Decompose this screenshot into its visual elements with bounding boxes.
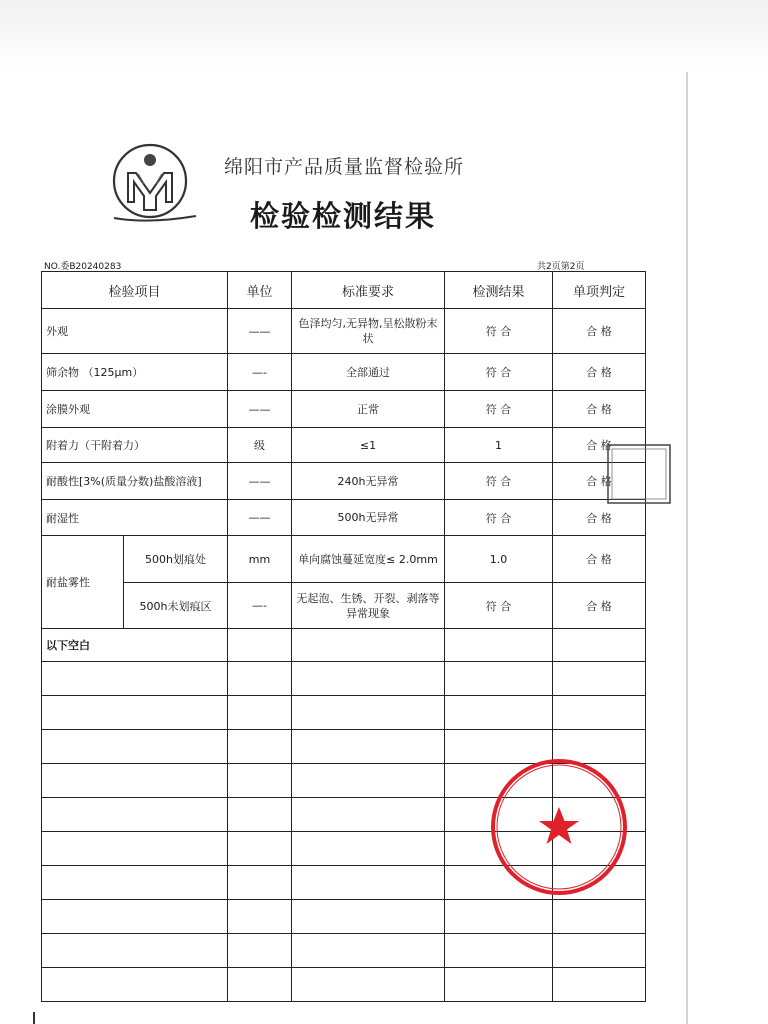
cell-unit: ——	[228, 309, 292, 354]
cell-result: 1.0	[445, 536, 553, 583]
page-edge-line	[686, 72, 688, 1024]
cell-result: 符 合	[445, 583, 553, 629]
col-header-requirement: 标准要求	[292, 272, 445, 309]
document-header	[108, 138, 568, 238]
cell-verdict: 合 格	[553, 309, 646, 354]
table-header-row	[42, 272, 646, 309]
empty-cell	[292, 629, 445, 662]
company-quality-seal-icon	[489, 757, 629, 897]
cell-requirement: 无起泡、生锈、开裂、剥落等异常现象	[292, 583, 445, 629]
empty-cell	[42, 900, 228, 934]
empty-cell	[292, 968, 445, 1002]
table-row-empty	[42, 934, 646, 968]
cell-result: 符 合	[445, 354, 553, 391]
empty-cell	[42, 934, 228, 968]
cell-requirement: 正常	[292, 391, 445, 428]
cell-verdict: 合 格	[553, 583, 646, 629]
table-row	[42, 354, 646, 391]
cell-item: 耐酸性[3%(质量分数)盐酸溶液]	[42, 463, 228, 500]
empty-cell	[228, 629, 292, 662]
empty-cell	[553, 629, 646, 662]
empty-cell	[228, 968, 292, 1002]
cell-unit: 级	[228, 428, 292, 463]
cell-group-salt-spray: 耐盐雾性	[42, 536, 124, 629]
empty-cell	[228, 798, 292, 832]
empty-cell	[42, 764, 228, 798]
cell-unit: ——	[228, 391, 292, 428]
table-row	[42, 536, 646, 583]
empty-cell	[553, 900, 646, 934]
empty-cell	[292, 900, 445, 934]
table-row-empty	[42, 696, 646, 730]
empty-cell	[445, 900, 553, 934]
empty-cell	[553, 696, 646, 730]
empty-cell	[42, 968, 228, 1002]
empty-cell	[292, 798, 445, 832]
table-row-empty	[42, 662, 646, 696]
table-row	[42, 428, 646, 463]
cell-requirement: 500h无异常	[292, 500, 445, 536]
table-row-blank-note	[42, 629, 646, 662]
col-header-result: 检测结果	[445, 272, 553, 309]
col-header-item: 检验项目	[42, 272, 228, 309]
cell-unit: ——	[228, 500, 292, 536]
empty-cell	[228, 730, 292, 764]
empty-cell	[228, 866, 292, 900]
table-row-empty	[42, 968, 646, 1002]
empty-cell	[228, 832, 292, 866]
empty-cell	[292, 730, 445, 764]
cell-verdict: 合 格	[553, 354, 646, 391]
empty-cell	[42, 696, 228, 730]
report-number: NO.委B20240283	[44, 262, 122, 272]
col-header-verdict: 单项判定	[553, 272, 646, 309]
empty-cell	[292, 662, 445, 696]
institute-name: 绵阳市产品质量监督检验所	[224, 156, 465, 178]
empty-cell	[445, 934, 553, 968]
empty-cell	[553, 934, 646, 968]
empty-cell	[445, 696, 553, 730]
empty-cell	[292, 866, 445, 900]
cell-result: 1	[445, 428, 553, 463]
empty-cell	[42, 662, 228, 696]
table-row	[42, 309, 646, 354]
table-row	[42, 463, 646, 500]
cell-requirement: 色泽均匀,无异物,呈松散粉末状	[292, 309, 445, 354]
cell-sub-item: 500h未划痕区	[124, 583, 228, 629]
cell-requirement: 单向腐蚀蔓延宽度≤ 2.0mm	[292, 536, 445, 583]
table-row-empty	[42, 900, 646, 934]
table-row	[42, 391, 646, 428]
cell-item: 筛余物 （125μm）	[42, 354, 228, 391]
empty-cell	[42, 866, 228, 900]
empty-cell	[553, 662, 646, 696]
cell-item: 附着力（干附着力）	[42, 428, 228, 463]
table-row	[42, 500, 646, 536]
empty-cell	[42, 798, 228, 832]
cell-requirement: 全部通过	[292, 354, 445, 391]
cell-verdict: 合 格	[553, 536, 646, 583]
institute-logo-icon	[108, 138, 200, 230]
cell-item: 耐湿性	[42, 500, 228, 536]
cell-unit: ——	[228, 463, 292, 500]
empty-cell	[228, 934, 292, 968]
cell-verdict: 合 格	[553, 463, 646, 500]
inspection-seam-seal-icon	[606, 443, 672, 505]
cell-requirement: ≤1	[292, 428, 445, 463]
margin-mark	[33, 1012, 35, 1024]
page-title: 检验检测结果	[250, 199, 437, 233]
cell-item: 外观	[42, 309, 228, 354]
cell-sub-item: 500h划痕处	[124, 536, 228, 583]
empty-cell	[445, 629, 553, 662]
cell-result: 符 合	[445, 463, 553, 500]
empty-cell	[228, 662, 292, 696]
empty-cell	[228, 696, 292, 730]
empty-cell	[292, 832, 445, 866]
empty-cell	[228, 764, 292, 798]
cell-requirement: 240h无异常	[292, 463, 445, 500]
cell-unit: mm	[228, 536, 292, 583]
cell-item: 涂膜外观	[42, 391, 228, 428]
cell-unit: —-	[228, 354, 292, 391]
table-row	[42, 583, 646, 629]
cell-verdict: 合 格	[553, 391, 646, 428]
empty-cell	[445, 968, 553, 1002]
col-header-unit: 单位	[228, 272, 292, 309]
empty-cell	[42, 730, 228, 764]
cell-verdict: 合 格	[553, 500, 646, 536]
cell-result: 符 合	[445, 391, 553, 428]
empty-cell	[292, 764, 445, 798]
cell-verdict: 合 格	[553, 428, 646, 463]
empty-cell	[292, 934, 445, 968]
page-top-shade	[0, 0, 768, 70]
cell-unit: —-	[228, 583, 292, 629]
cell-blank-note: 以下空白	[42, 629, 228, 662]
empty-cell	[42, 832, 228, 866]
empty-cell	[292, 696, 445, 730]
cell-result: 符 合	[445, 500, 553, 536]
page-counter: 共2页第2页	[537, 262, 585, 272]
empty-cell	[553, 968, 646, 1002]
empty-cell	[445, 662, 553, 696]
cell-result: 符 合	[445, 309, 553, 354]
empty-cell	[228, 900, 292, 934]
